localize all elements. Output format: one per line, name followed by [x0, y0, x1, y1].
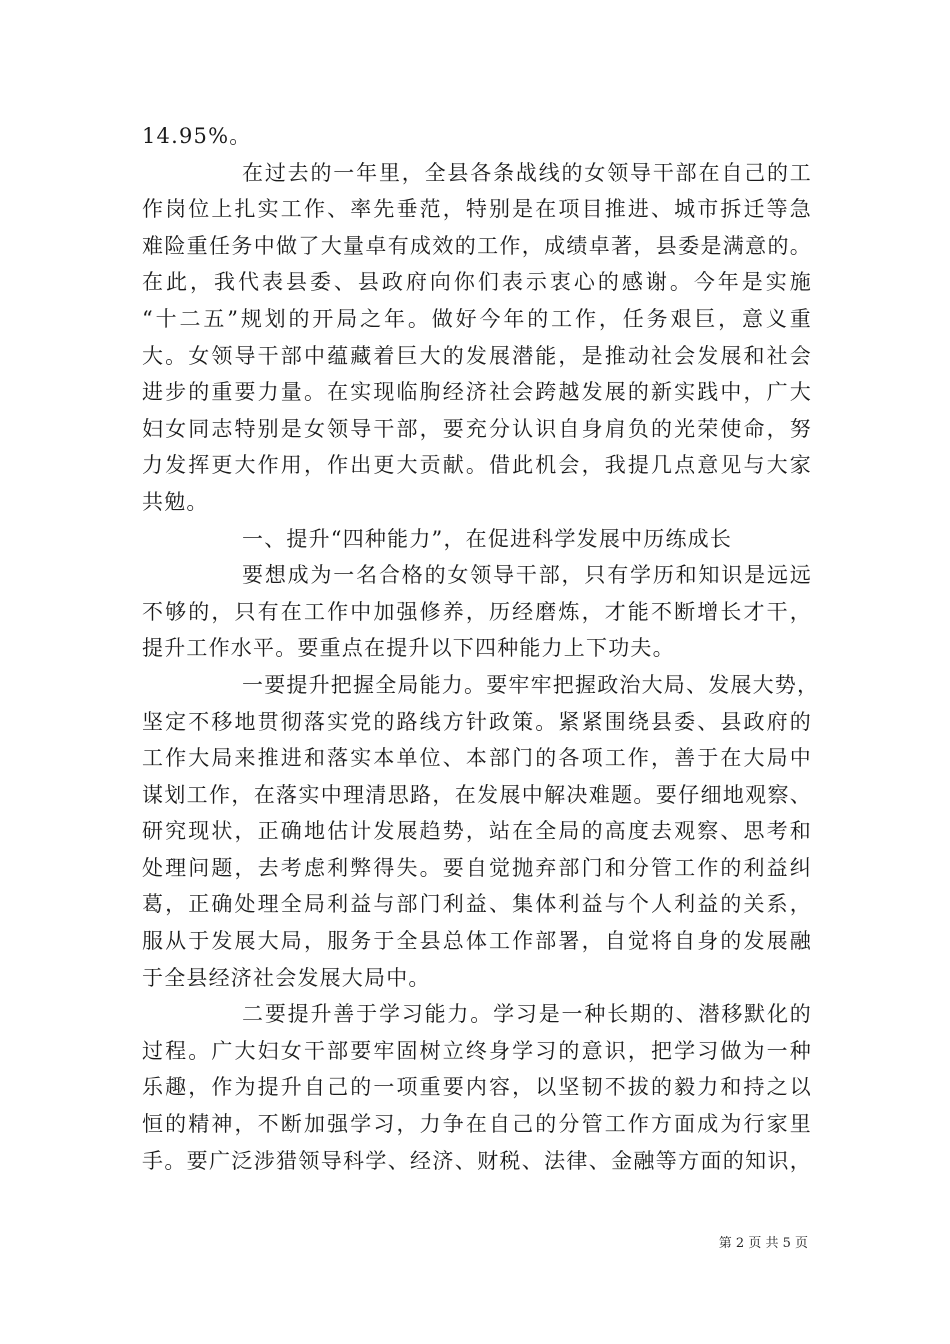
text-line: 一、提升“四种能力”，在促进科学发展中历练成长	[242, 526, 733, 551]
text-line: 作岗位上扎实工作、率先垂范，特别是在项目推进、城市拆迁等急	[142, 197, 812, 222]
text-line: 乐趣，作为提升自己的一项重要内容，以坚韧不拔的毅力和持之以	[142, 1075, 812, 1100]
text-line: 妇女同志特别是女领导干部，要充分认识自身肩负的光荣使命，努	[142, 416, 812, 441]
text-line: 在此，我代表县委、县政府向你们表示衷心的感谢。今年是实施	[142, 270, 812, 295]
text-line: 一要提升把握全局能力。要牢牢把握政治大局、发展大势，	[242, 672, 820, 697]
text-line: 二要提升善于学习能力。学习是一种长期的、潜移默化的	[242, 1002, 812, 1027]
text-line: 要想成为一名合格的女领导干部，只有学历和知识是远远	[242, 563, 812, 588]
text-line: 过程。广大妇女干部要牢固树立终身学习的意识，把学习做为一种	[142, 1038, 812, 1063]
text-line: 手。要广泛涉猎领导科学、经济、财税、法律、金融等方面的知识，	[142, 1148, 812, 1173]
text-line: 大。女领导干部中蕴藏着巨大的发展潜能，是推动社会发展和社会	[142, 343, 812, 368]
text-line: 不够的，只有在工作中加强修养，历经磨炼，才能不断增长才干，	[142, 599, 812, 624]
text-line: 提升工作水平。要重点在提升以下四种能力上下功夫。	[142, 636, 675, 661]
text-line: 研究现状，正确地估计发展趋势，站在全局的高度去观察、思考和	[142, 819, 812, 844]
text-line: 处理问题，去考虑利弊得失。要自觉抛弃部门和分管工作的利益纠	[142, 855, 812, 880]
text-line: 于全县经济社会发展大局中。	[142, 965, 431, 990]
text-line: 恒的精神，不断加强学习，力争在自己的分管工作方面成为行家里	[142, 1112, 812, 1137]
text-line: 力发挥更大作用，作出更大贡献。借此机会，我提几点意见与大家	[142, 453, 812, 478]
text-line: 工作大局来推进和落实本单位、本部门的各项工作，善于在大局中	[142, 746, 812, 771]
text-line: 进步的重要力量。在实现临朐经济社会跨越发展的新实践中，广大	[142, 380, 812, 405]
text-line: 共勉。	[142, 489, 209, 514]
text-line: 在过去的一年里，全县各条战线的女领导干部在自己的工	[242, 160, 812, 185]
text-line: 难险重任务中做了大量卓有成效的工作，成绩卓著，县委是满意的。	[142, 233, 812, 258]
text-line: 葛，正确处理全局利益与部门利益、集体利益与个人利益的关系，	[142, 892, 812, 917]
text-line: 坚定不移地贯彻落实党的路线方针政策。紧紧围绕县委、县政府的	[142, 709, 812, 734]
text-line: “十二五”规划的开局之年。做好今年的工作，任务艰巨，意义重	[142, 306, 812, 331]
body-text	[142, 118, 820, 1179]
text-line: 谋划工作，在落实中理清思路，在发展中解决难题。要仔细地观察、	[142, 782, 812, 807]
page-number: 第 2 页 共 5 页	[718, 1236, 808, 1251]
text-line: 14.95%。	[142, 124, 252, 148]
text-line: 服从于发展大局，服务于全县总体工作部署，自觉将自身的发展融	[142, 929, 812, 954]
